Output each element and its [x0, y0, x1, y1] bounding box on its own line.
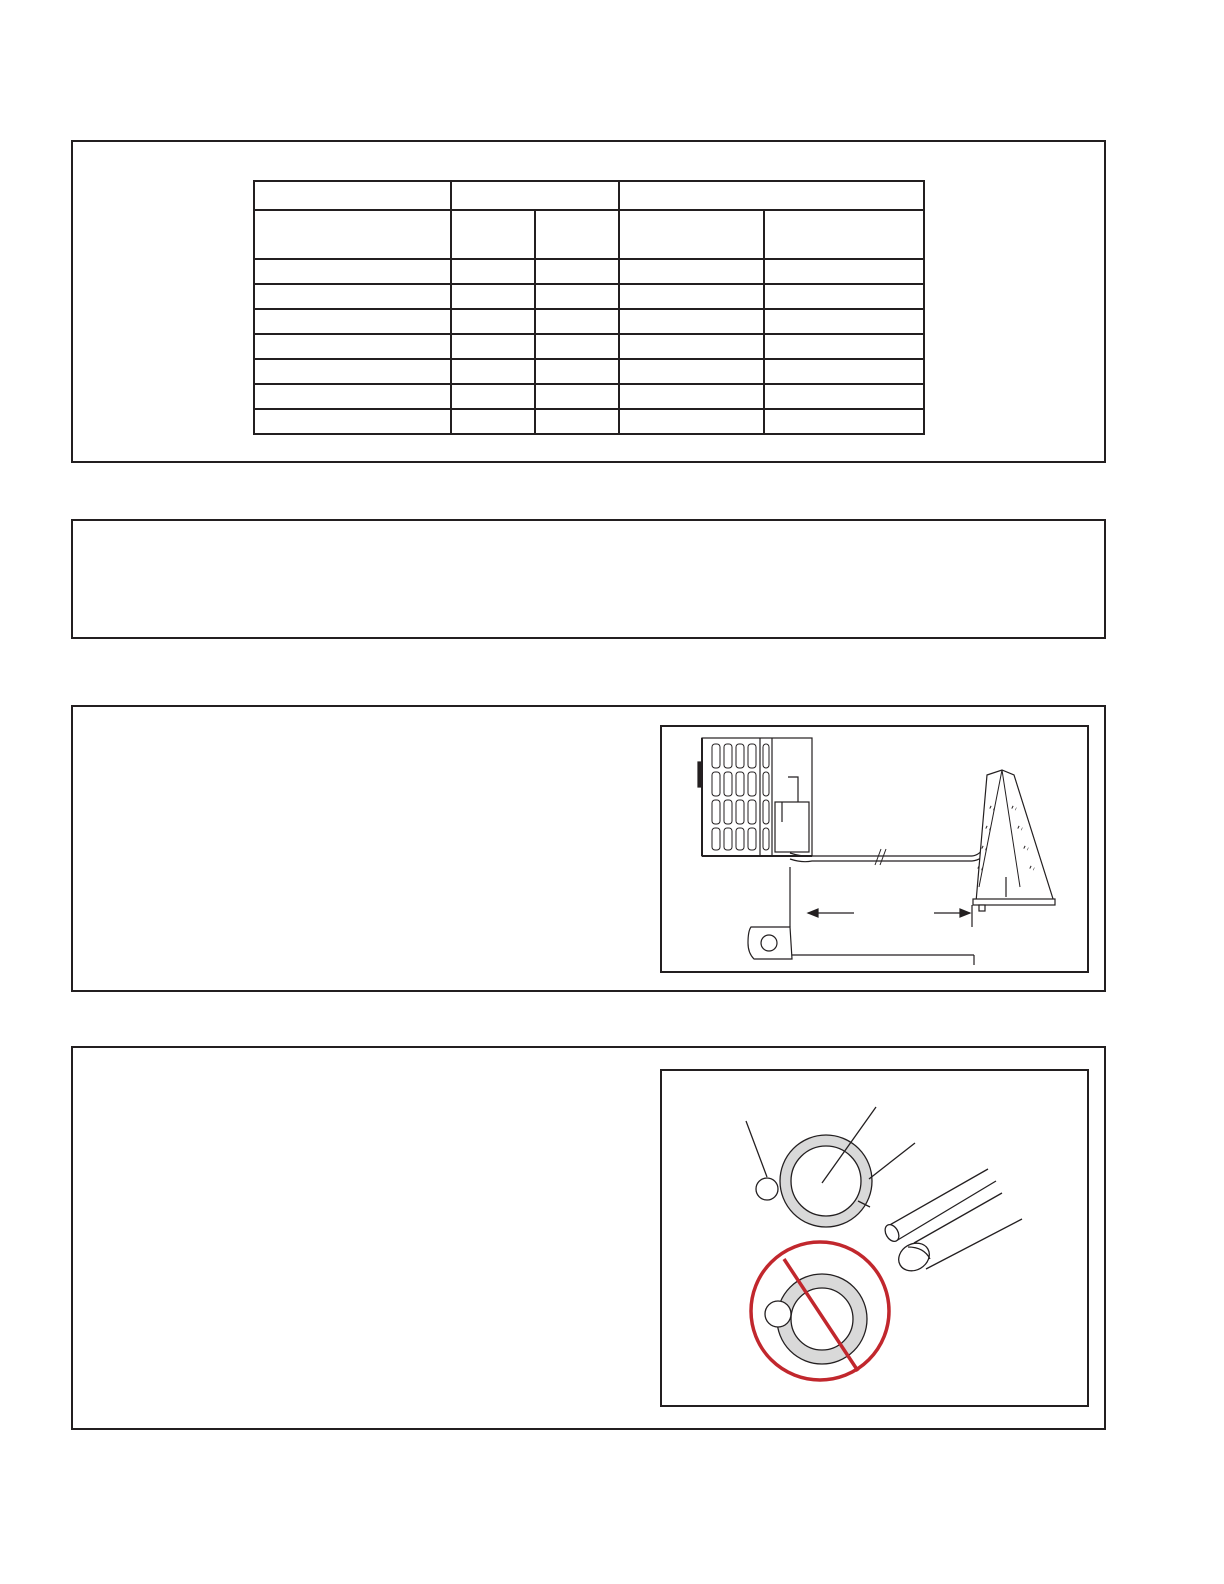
table-row [254, 384, 924, 409]
table-cell [535, 409, 619, 434]
condenser-unit [698, 738, 812, 856]
table-cell [451, 284, 535, 309]
table-cell [535, 309, 619, 334]
line-length-panel [71, 705, 1106, 992]
insulation-illustration [662, 1071, 1087, 1405]
insulated-pipe [882, 1169, 1022, 1276]
table-cell [619, 334, 764, 359]
length-dimension [790, 867, 972, 927]
table-cell [254, 359, 451, 384]
correct-tube-arrangement [746, 1107, 915, 1227]
table-subheader-cell [254, 210, 451, 259]
refrigerant-lines [790, 847, 988, 865]
table-cell [535, 359, 619, 384]
table-cell [254, 309, 451, 334]
table-cell [764, 409, 924, 434]
notice-panel [71, 519, 1106, 639]
table-header-row [254, 181, 924, 210]
table-subheader-cell [535, 210, 619, 259]
table-cell [254, 334, 451, 359]
table-cell [764, 284, 924, 309]
table-cell [535, 259, 619, 284]
evaporator-coil [973, 770, 1055, 911]
tape-measure-icon [748, 927, 974, 965]
table-cell [535, 334, 619, 359]
table-header-cell [451, 181, 619, 210]
table-cell [764, 384, 924, 409]
refrigerant-line-table [253, 180, 925, 435]
table-header-cell [254, 181, 451, 210]
table-row [254, 309, 924, 334]
table-subheader-cell [451, 210, 535, 259]
table-cell [451, 259, 535, 284]
table-cell [619, 259, 764, 284]
incorrect-tube-arrangement [765, 1274, 867, 1364]
table-row [254, 334, 924, 359]
table-cell [619, 309, 764, 334]
table-cell [254, 259, 451, 284]
table-cell [451, 409, 535, 434]
table-header-cell [619, 181, 924, 210]
table-cell [254, 409, 451, 434]
table-cell [535, 384, 619, 409]
table-cell [764, 359, 924, 384]
table-cell [619, 409, 764, 434]
insulation-figure [660, 1069, 1089, 1407]
table-row [254, 259, 924, 284]
table-cell [619, 284, 764, 309]
table-cell [254, 284, 451, 309]
table-cell [535, 284, 619, 309]
table-subheader-cell [764, 210, 924, 259]
table-cell [254, 384, 451, 409]
table-cell [619, 384, 764, 409]
table-cell [451, 384, 535, 409]
refrigerant-line-table-panel [71, 140, 1106, 463]
table-subheader-cell [619, 210, 764, 259]
table-row [254, 409, 924, 434]
table-row [254, 284, 924, 309]
table-cell [619, 359, 764, 384]
table-cell [451, 334, 535, 359]
table-subheader-row [254, 210, 924, 259]
table-cell [451, 309, 535, 334]
line-length-illustration [662, 727, 1087, 971]
table-cell [764, 259, 924, 284]
table-row [254, 359, 924, 384]
line-length-figure [660, 725, 1089, 973]
table-cell [451, 359, 535, 384]
insulation-panel [71, 1046, 1106, 1430]
table-cell [764, 334, 924, 359]
table-cell [764, 309, 924, 334]
